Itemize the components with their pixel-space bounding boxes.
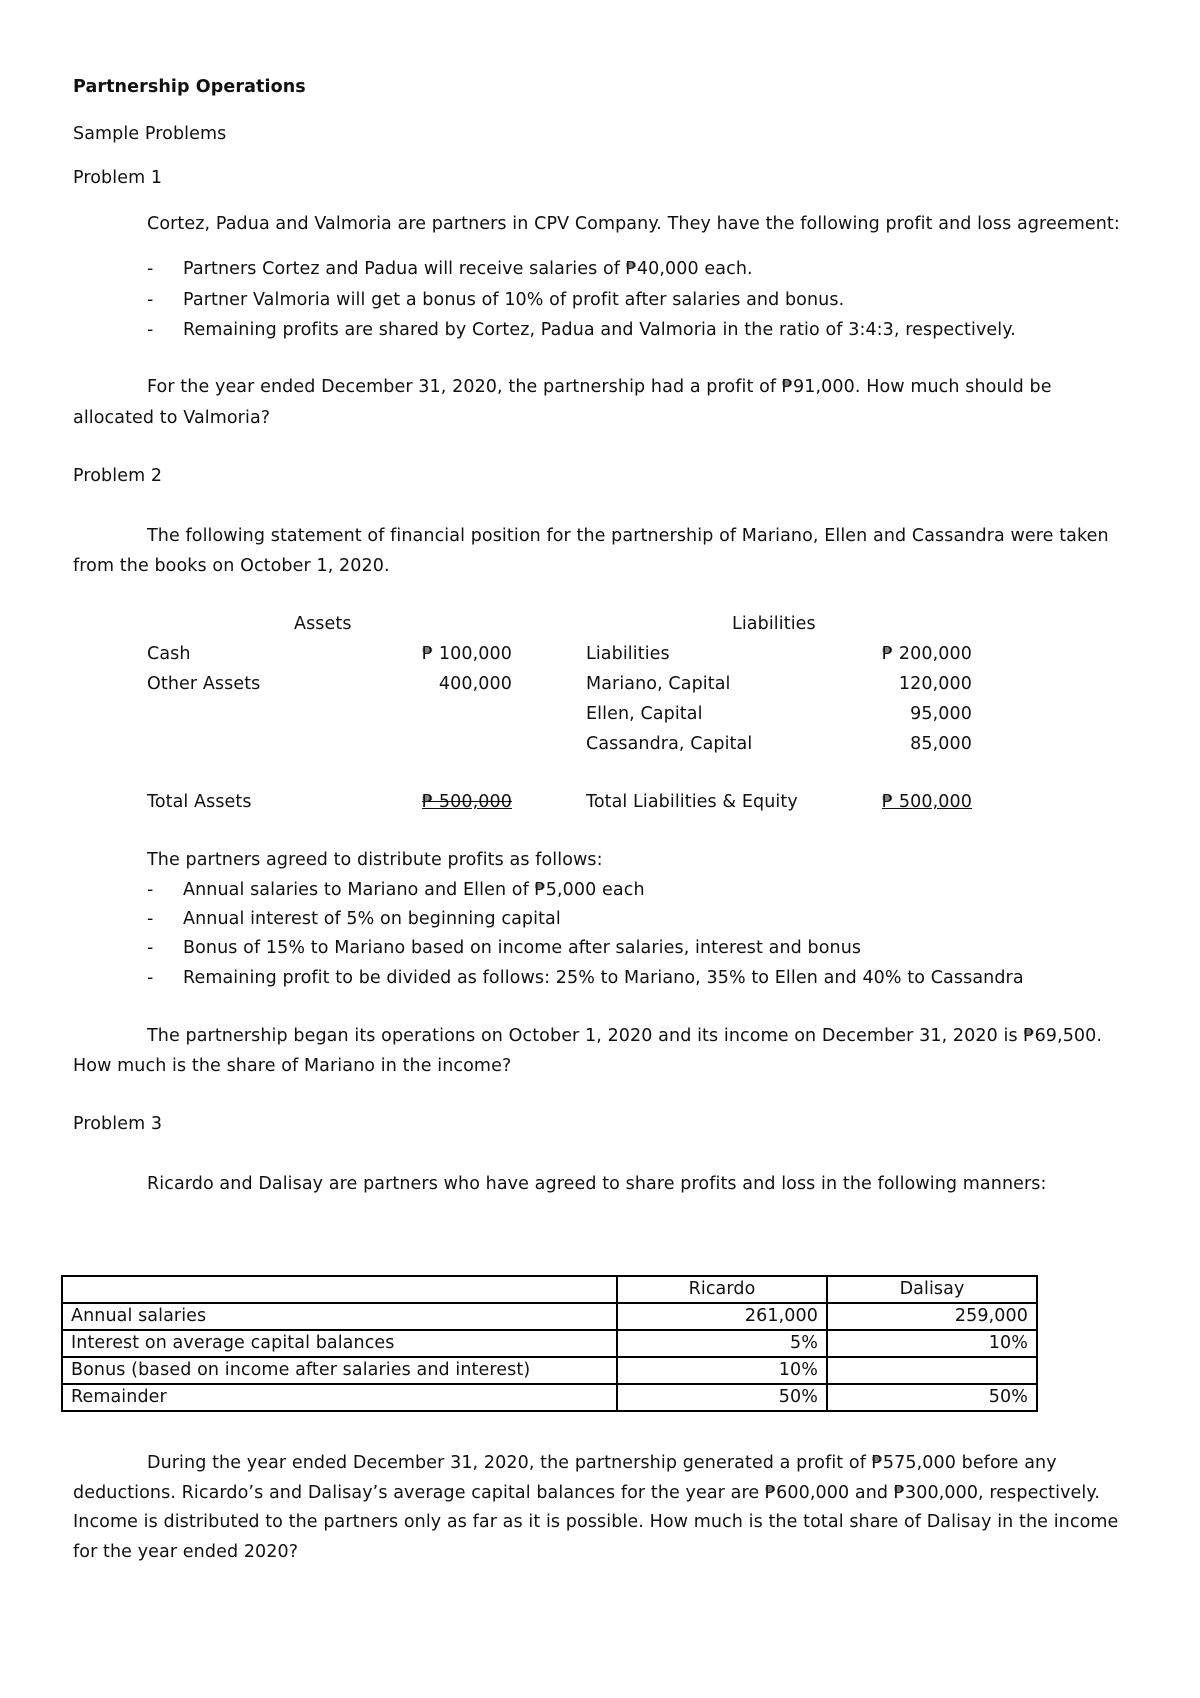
table-header-dalisay: Dalisay — [827, 1276, 1037, 1303]
problem2-heading: Problem 2 — [73, 466, 163, 486]
problem2-bullet: Annual salaries to Mariano and Ellen of ₱5,000 each — [183, 880, 645, 900]
problem1-question: For the year ended December 31, 2020, the partnership had a profit of ₱91,000. How much should be — [147, 377, 1052, 397]
bullet-marker: - — [147, 968, 154, 988]
problem3-question-cont: deductions. Ricardo’s and Dalisay’s average capital balances for the year are ₱600,000 and ₱300,000, respectively. — [73, 1483, 1101, 1503]
table-header-row — [62, 1276, 1037, 1303]
total-assets-amount: ₱ 500,000 — [422, 792, 512, 812]
problem2-bullet: Bonus of 15% to Mariano based on income after salaries, interest and bonus — [183, 938, 862, 958]
capital-label-cassandra: Cassandra, Capital — [586, 734, 753, 754]
table-row — [62, 1330, 1037, 1357]
bullet-marker: - — [147, 909, 154, 929]
table-cell-dalisay: 259,000 — [827, 1303, 1037, 1330]
profit-sharing-table — [61, 1275, 1038, 1412]
liabilities-header: Liabilities — [732, 614, 816, 634]
problem1-bullet: Remaining profits are shared by Cortez, Padua and Valmoria in the ratio of 3:4:3, respectively. — [183, 320, 1016, 340]
table-cell-dalisay — [827, 1357, 1037, 1384]
table-cell-ricardo: 10% — [617, 1357, 827, 1384]
capital-label-mariano: Mariano, Capital — [586, 674, 731, 694]
document-subtitle: Sample Problems — [73, 124, 227, 144]
document-title: Partnership Operations — [73, 77, 306, 97]
problem1-intro: Cortez, Padua and Valmoria are partners in CPV Company. They have the following profit and loss agreement: — [147, 214, 1120, 234]
problem2-question-cont: How much is the share of Mariano in the income? — [73, 1056, 512, 1076]
problem3-intro: Ricardo and Dalisay are partners who have agreed to share profits and loss in the following manners: — [147, 1174, 1047, 1194]
problem1-bullet: Partner Valmoria will get a bonus of 10% of profit after salaries and bonus. — [183, 290, 845, 310]
problem2-intro: The following statement of financial position for the partnership of Mariano, Ellen and Cassandra were taken — [147, 526, 1109, 546]
asset-amount-other: 400,000 — [438, 674, 512, 694]
bullet-marker: - — [147, 880, 154, 900]
table-cell-label: Remainder — [62, 1384, 617, 1411]
table-cell-label: Bonus (based on income after salaries and interest) — [62, 1357, 617, 1384]
asset-label-cash: Cash — [147, 644, 191, 664]
capital-amount-mariano: 120,000 — [898, 674, 972, 694]
asset-amount-cash: ₱ 100,000 — [422, 644, 512, 664]
total-liabilities-label: Total Liabilities & Equity — [586, 792, 798, 812]
problem3-question-cont: Income is distributed to the partners only as far as it is possible. How much is the total share of Dalisay in the income — [73, 1512, 1119, 1532]
table-cell-ricardo: 5% — [617, 1330, 827, 1357]
liability-label: Liabilities — [586, 644, 670, 664]
bullet-marker: - — [147, 259, 154, 279]
capital-amount-cassandra: 85,000 — [910, 734, 972, 754]
problem1-question-cont: allocated to Valmoria? — [73, 408, 271, 428]
problem3-heading: Problem 3 — [73, 1114, 163, 1134]
problem2-question: The partnership began its operations on October 1, 2020 and its income on December 31, 2020 is ₱69,500. — [147, 1026, 1103, 1046]
capital-amount-ellen: 95,000 — [910, 704, 972, 724]
problem2-agreement-intro: The partners agreed to distribute profits as follows: — [147, 850, 603, 870]
problem2-bullet: Annual interest of 5% on beginning capital — [183, 909, 561, 929]
table-row — [62, 1303, 1037, 1330]
capital-label-ellen: Ellen, Capital — [586, 704, 703, 724]
problem3-question-cont: for the year ended 2020? — [73, 1542, 299, 1562]
problem2-intro-cont: from the books on October 1, 2020. — [73, 556, 390, 576]
table-row — [62, 1357, 1037, 1384]
problem1-heading: Problem 1 — [73, 168, 163, 188]
table-cell-ricardo: 261,000 — [617, 1303, 827, 1330]
bullet-marker: - — [147, 938, 154, 958]
table-cell-label: Interest on average capital balances — [62, 1330, 617, 1357]
table-header-cell — [62, 1276, 617, 1303]
table-cell-dalisay: 50% — [827, 1384, 1037, 1411]
problem1-bullet: Partners Cortez and Padua will receive salaries of ₱40,000 each. — [183, 259, 753, 279]
table-cell-dalisay: 10% — [827, 1330, 1037, 1357]
liability-amount: ₱ 200,000 — [882, 644, 972, 664]
bullet-marker: - — [147, 320, 154, 340]
total-liabilities-amount: ₱ 500,000 — [882, 792, 972, 812]
total-assets-label: Total Assets — [147, 792, 252, 812]
table-cell-ricardo: 50% — [617, 1384, 827, 1411]
table-header-ricardo: Ricardo — [617, 1276, 827, 1303]
asset-label-other: Other Assets — [147, 674, 261, 694]
table-cell-label: Annual salaries — [62, 1303, 617, 1330]
assets-header: Assets — [294, 614, 352, 634]
problem2-bullet: Remaining profit to be divided as follows: 25% to Mariano, 35% to Ellen and 40% to Cassandra — [183, 968, 1024, 988]
bullet-marker: - — [147, 290, 154, 310]
table-row — [62, 1384, 1037, 1411]
problem3-question: During the year ended December 31, 2020, the partnership generated a profit of ₱575,000 before any — [147, 1453, 1057, 1473]
